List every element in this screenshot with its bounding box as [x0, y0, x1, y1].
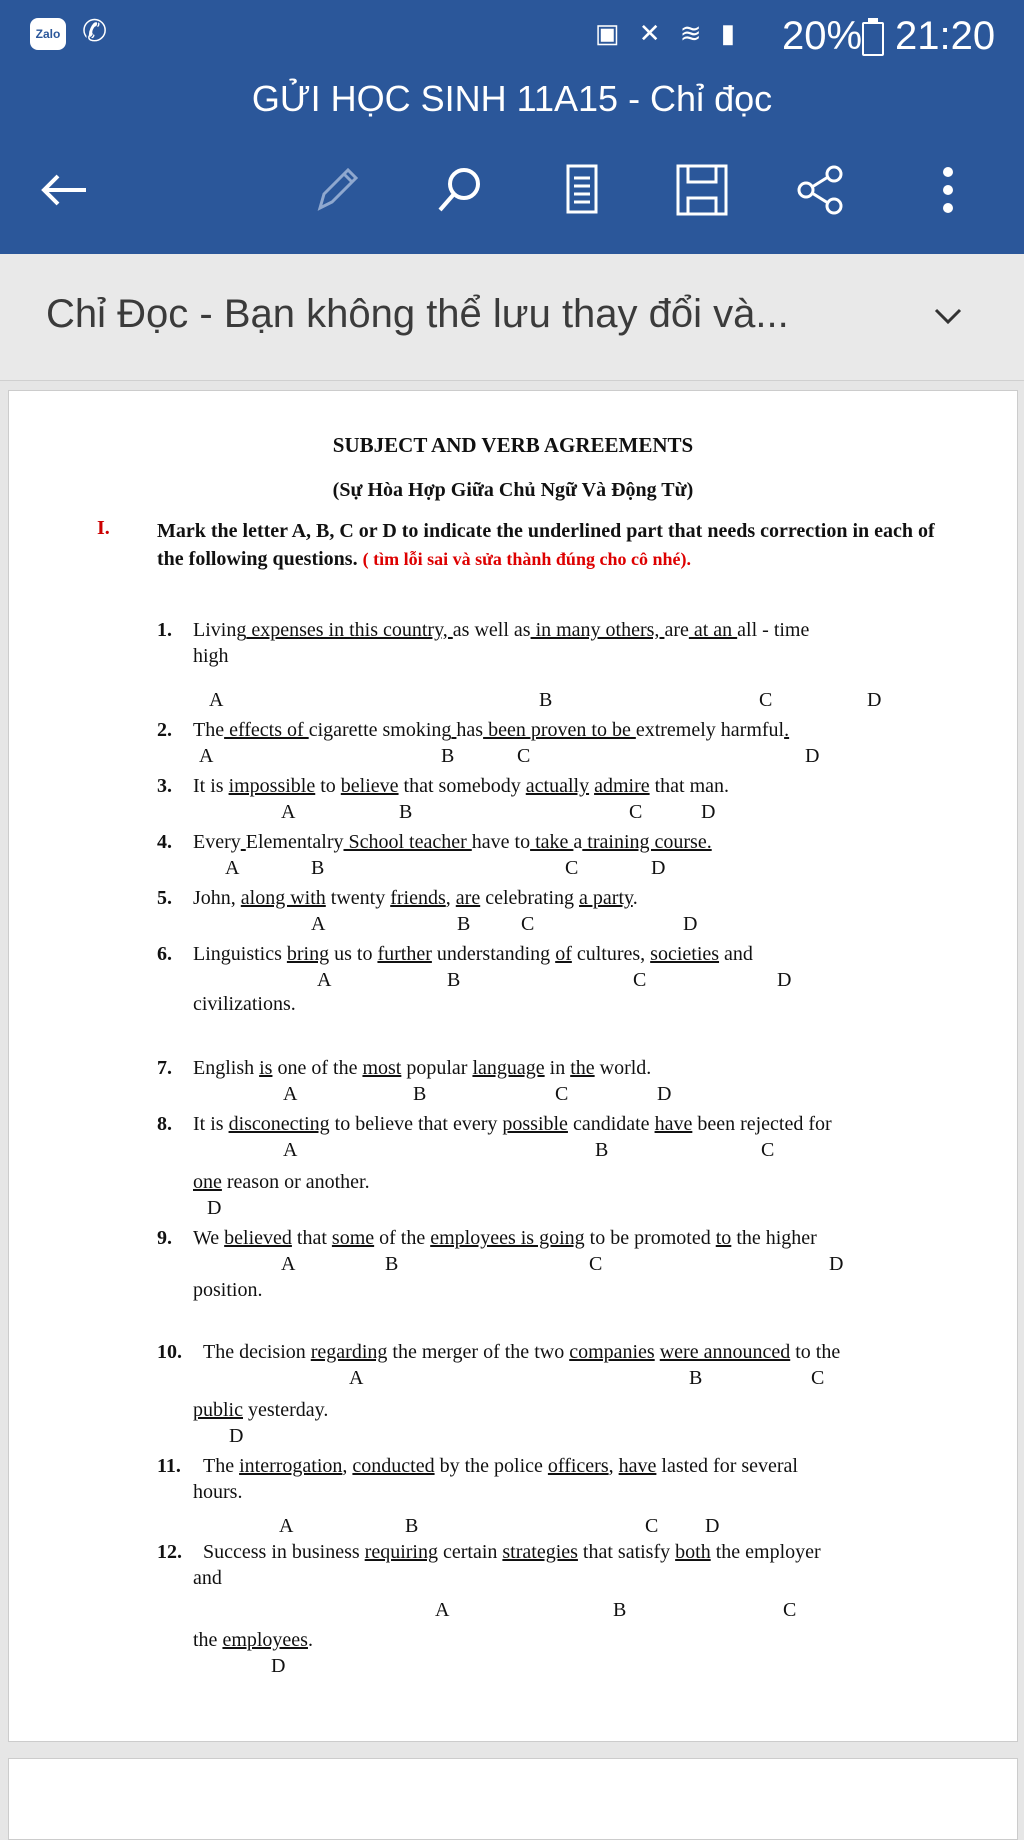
instruction-note: ( tìm lỗi sai và sửa thành đúng cho cô nhé). [362, 549, 691, 569]
question-continuation [193, 1399, 328, 1422]
option-letter-a: A [279, 1515, 294, 1537]
underlined-option[interactable]: take [530, 831, 574, 853]
question-text [193, 1227, 817, 1250]
option-letter-d: D [867, 689, 882, 711]
question-segment: It is [193, 775, 229, 797]
option-letter-d: D [829, 1253, 844, 1275]
section-number: I. [97, 517, 110, 539]
underlined-option[interactable]: interrogation [239, 1455, 343, 1477]
reading-view-icon[interactable] [552, 160, 612, 220]
option-letter-c: C [517, 745, 531, 767]
question-segment: the [193, 1629, 223, 1651]
question-segment: celebrating [480, 887, 580, 909]
underlined-option[interactable]: language [472, 1057, 545, 1079]
option-letter-a: A [311, 913, 326, 935]
status-icons: ▣ ✕ ≋ ▮ [595, 18, 742, 48]
option-letter-c: C [761, 1139, 775, 1161]
option-letter-b: B [457, 913, 471, 935]
option-letter-b: B [595, 1139, 609, 1161]
document-title: GỬI HỌC SINH 11A15 - Chỉ đọc [251, 78, 773, 119]
underlined-option[interactable]: believed [224, 1227, 292, 1249]
question-text [193, 719, 789, 742]
instruction [157, 517, 947, 573]
underlined-option[interactable]: believe [340, 775, 399, 797]
underlined-option[interactable]: conducted [352, 1455, 435, 1477]
option-letter-c: C [811, 1367, 825, 1389]
underlined-option[interactable]: possible [502, 1113, 568, 1135]
underlined-option[interactable]: both [675, 1541, 711, 1563]
question-text [193, 887, 638, 910]
option-letter-d: D [777, 969, 792, 991]
battery-percent: 20% [782, 14, 863, 58]
option-letter-b: B [405, 1515, 419, 1537]
question-segment: The decision [203, 1341, 311, 1363]
share-icon[interactable] [792, 160, 852, 220]
question-continuation: and [193, 1567, 222, 1589]
app-bar [0, 0, 1024, 254]
doc-heading: SUBJECT AND VERB AGREEMENTS [332, 433, 694, 457]
question-segment: , [608, 1455, 619, 1477]
question-text [193, 1057, 651, 1080]
option-letter-d: D [271, 1655, 286, 1677]
underlined-option[interactable]: one [193, 1171, 222, 1193]
battery-icon [862, 22, 884, 56]
question-segment: cultures, [571, 943, 651, 965]
more-icon[interactable] [918, 160, 978, 220]
underlined-option[interactable]: strategies [502, 1541, 578, 1563]
underlined-option[interactable]: actually [525, 775, 590, 797]
underlined-option[interactable]: friends [390, 887, 446, 909]
underlined-option[interactable]: . [784, 719, 790, 741]
underlined-option[interactable]: employees is going [430, 1227, 585, 1249]
question-number: 3. [157, 775, 172, 797]
underlined-option[interactable]: training course. [582, 831, 712, 853]
option-letter-c: C [565, 857, 579, 879]
question-number: 6. [157, 943, 172, 965]
question-number: 2. [157, 719, 172, 741]
question-continuation [193, 1171, 370, 1194]
option-letter-b: B [689, 1367, 703, 1389]
option-letter-d: D [657, 1083, 672, 1105]
question-continuation: hours. [193, 1481, 243, 1503]
underlined-option[interactable]: admire [594, 775, 650, 797]
question-segment: We [193, 1227, 225, 1249]
question-number: 8. [157, 1113, 172, 1135]
underlined-option[interactable]: of [555, 943, 572, 965]
question-number: 10. [157, 1341, 182, 1363]
underlined-option[interactable]: a party [579, 887, 633, 909]
question-number: 11. [157, 1455, 181, 1477]
option-letter-b: B [399, 801, 413, 823]
underlined-option[interactable]: impossible [228, 775, 316, 797]
question-segment: reason or another. [221, 1171, 370, 1193]
question-segment: Success in business [203, 1541, 365, 1563]
option-letter-b: B [441, 745, 455, 767]
underlined-option[interactable]: bring [286, 943, 330, 965]
question-segment: John, [193, 887, 241, 909]
question-segment: Every [193, 831, 241, 853]
option-letter-b: B [311, 857, 325, 879]
question-segment: to [315, 775, 341, 797]
back-arrow-icon[interactable] [34, 160, 94, 220]
underlined-option[interactable]: at an [688, 619, 738, 641]
save-icon[interactable] [672, 160, 732, 220]
question-segment: and [719, 943, 753, 965]
question-segment: popular [401, 1057, 473, 1079]
option-letter-b: B [385, 1253, 399, 1275]
option-letter-a: A [283, 1139, 298, 1161]
question-number: 12. [157, 1541, 182, 1563]
question-continuation: position. [193, 1279, 263, 1301]
option-letter-b: B [447, 969, 461, 991]
question-segment: certain [437, 1541, 503, 1563]
underlined-option[interactable]: been proven to be [483, 719, 636, 741]
question-continuation: civilizations. [193, 993, 296, 1015]
question-segment: It is [193, 1113, 229, 1135]
option-letter-c: C [555, 1083, 569, 1105]
question-segment: one of the [272, 1057, 363, 1079]
option-letter-c: C [521, 913, 535, 935]
option-letter-d: D [705, 1515, 720, 1537]
document-page [8, 390, 1018, 1742]
question-segment: cigarette smoking [308, 719, 452, 741]
pencil-icon[interactable] [306, 160, 366, 220]
question-segment: by the police [434, 1455, 548, 1477]
instruction-text: Mark the letter A, B, C or D to indicate the underlined part that needs correction in each of the following questions. [157, 520, 935, 570]
question-segment: yesterday. [243, 1399, 329, 1421]
question-segment: of the [374, 1227, 431, 1249]
phone-icon: ✆ [82, 15, 108, 48]
underlined-option[interactable]: some [331, 1227, 375, 1249]
underlined-option[interactable]: is [259, 1057, 273, 1079]
underlined-option[interactable]: employees [222, 1629, 308, 1651]
question-segment: . [307, 1629, 313, 1651]
question-segment: The [203, 1455, 240, 1477]
question-segment: twenty [325, 887, 391, 909]
question-text [193, 943, 753, 966]
option-letter-d: D [701, 801, 716, 823]
underlined-option[interactable]: have [654, 1113, 693, 1135]
option-letter-a: A [281, 1253, 296, 1275]
question-text [203, 1541, 821, 1564]
option-letter-a: A [349, 1367, 364, 1389]
option-letter-b: B [613, 1599, 627, 1621]
question-segment: English [193, 1057, 260, 1079]
underlined-option[interactable]: societies [650, 943, 720, 965]
underlined-option[interactable]: the [570, 1057, 595, 1079]
underlined-option[interactable]: along with [240, 887, 326, 909]
option-letter-c: C [589, 1253, 603, 1275]
underlined-option[interactable]: regarding [310, 1341, 388, 1363]
question-segment: to believe that every [329, 1113, 503, 1135]
question-segment: has [456, 719, 484, 741]
question-segment: that [291, 1227, 332, 1249]
question-segment: the higher [731, 1227, 817, 1249]
underlined-option[interactable]: disconecting [228, 1113, 330, 1135]
question-segment: candidate [567, 1113, 655, 1135]
option-letter-d: D [805, 745, 820, 767]
question-segment: are [664, 619, 689, 641]
doc-subheading: (Sự Hòa Hợp Giữa Chủ Ngữ Và Động Từ) [332, 479, 694, 501]
underlined-option[interactable]: companies [569, 1341, 655, 1363]
underlined-option[interactable]: effects of [224, 719, 309, 741]
banner-text: Chỉ Đọc - Bạn không thể lưu thay đổi và... [46, 292, 789, 336]
question-segment: Elementalry [245, 831, 344, 853]
search-icon[interactable] [430, 160, 490, 220]
underlined-option[interactable]: were announced [659, 1341, 791, 1363]
question-number: 5. [157, 887, 172, 909]
question-segment: a [573, 831, 583, 853]
question-continuation: high [193, 645, 229, 667]
zalo-icon: Zalo [30, 18, 66, 50]
question-number: 1. [157, 619, 172, 641]
option-letter-a: A [281, 801, 296, 823]
question-continuation [193, 1629, 313, 1652]
question-segment: , [342, 1455, 353, 1477]
question-segment: understanding [431, 943, 556, 965]
question-segment: extremely harmful [635, 719, 785, 741]
question-segment: to be promoted [584, 1227, 716, 1249]
question-text [193, 831, 712, 854]
option-letter-c: C [759, 689, 773, 711]
question-segment: lasted for several [656, 1455, 798, 1477]
question-segment: as well as [452, 619, 531, 641]
option-letter-b: B [539, 689, 553, 711]
option-letter-a: A [199, 745, 214, 767]
question-text [193, 1113, 832, 1136]
option-letter-a: A [435, 1599, 450, 1621]
underlined-option[interactable]: expenses in this country, [246, 619, 453, 641]
question-segment: to the [790, 1341, 841, 1363]
clock: 21:20 [895, 14, 996, 58]
question-number: 9. [157, 1227, 172, 1249]
question-number: 7. [157, 1057, 172, 1079]
question-segment: that somebody [398, 775, 526, 797]
option-letter-d: D [683, 913, 698, 935]
underlined-option[interactable]: in many others, [530, 619, 665, 641]
question-segment: that man. [649, 775, 730, 797]
option-letter-c: C [629, 801, 643, 823]
underlined-option[interactable]: School teacher [343, 831, 472, 853]
question-segment: us to [329, 943, 378, 965]
question-segment: Linguistics [193, 943, 287, 965]
option-letter-a: A [209, 689, 224, 711]
question-text [193, 775, 729, 798]
question-segment: world. [594, 1057, 652, 1079]
underlined-option[interactable]: public [193, 1399, 243, 1421]
underlined-option[interactable]: further [377, 943, 432, 965]
option-letter-b: B [413, 1083, 427, 1105]
question-segment: that satisfy [577, 1541, 676, 1563]
underlined-option[interactable]: requiring [364, 1541, 438, 1563]
toolbar [0, 150, 1024, 230]
option-letter-a: A [283, 1083, 298, 1105]
underlined-option[interactable]: most [362, 1057, 402, 1079]
question-segment: the employer [710, 1541, 821, 1563]
underlined-option[interactable]: are [455, 887, 481, 909]
underlined-option[interactable]: to [715, 1227, 732, 1249]
option-letter-d: D [229, 1425, 244, 1447]
next-page [8, 1758, 1018, 1840]
chevron-down-icon[interactable] [928, 296, 968, 336]
question-text [193, 619, 809, 642]
question-segment: The [193, 719, 225, 741]
question-segment: , [445, 887, 456, 909]
question-text [203, 1455, 798, 1478]
read-only-banner[interactable] [0, 254, 1024, 381]
question-segment: have to [471, 831, 531, 853]
question-segment: in [544, 1057, 571, 1079]
option-letter-c: C [645, 1515, 659, 1537]
question-segment: . [632, 887, 638, 909]
option-letter-c: C [633, 969, 647, 991]
question-text [203, 1341, 840, 1364]
option-letter-a: A [317, 969, 332, 991]
question-segment: the merger of the two [387, 1341, 570, 1363]
question-number: 4. [157, 831, 172, 853]
question-segment: Living [193, 619, 247, 641]
question-segment: all - time [737, 619, 810, 641]
option-letter-c: C [783, 1599, 797, 1621]
option-letter-a: A [225, 857, 240, 879]
underlined-option[interactable]: officers [547, 1455, 609, 1477]
option-letter-d: D [651, 857, 666, 879]
underlined-option[interactable]: have [618, 1455, 657, 1477]
question-segment: been rejected for [692, 1113, 832, 1135]
option-letter-d: D [207, 1197, 222, 1219]
status-bar [0, 14, 1024, 58]
